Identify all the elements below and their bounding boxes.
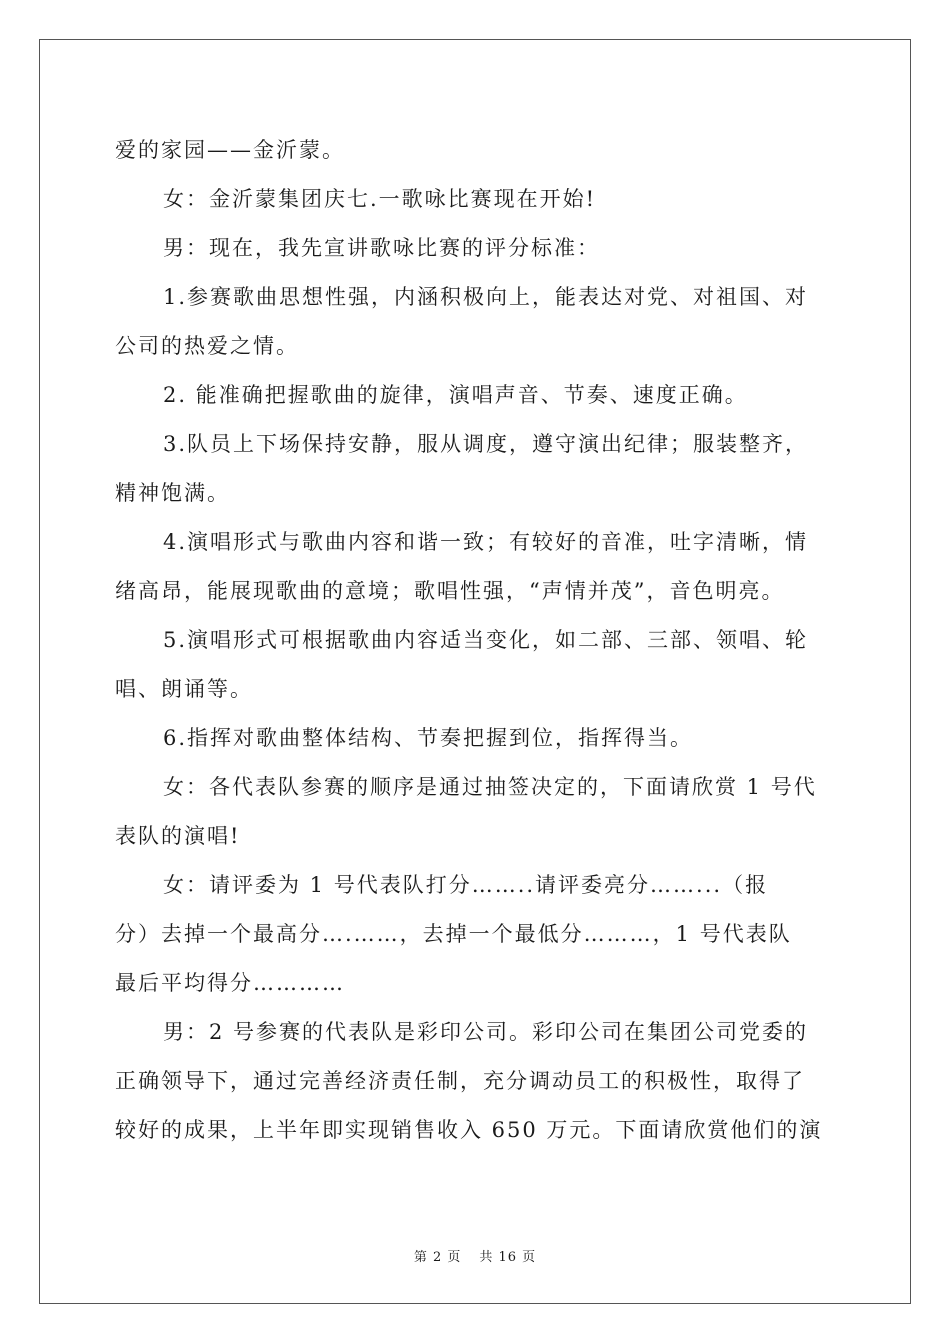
page-total: 共 16 页: [479, 1250, 537, 1265]
text-line: 5.演唱形式可根据歌曲内容适当变化，如二部、三部、领唱、轮: [163, 628, 809, 652]
text-line: 绪高昂，能展现歌曲的意境；歌唱性强，“声情并茂”，音色明亮。: [115, 579, 785, 603]
text-line: 女：金沂蒙集团庆七.一歌咏比赛现在开始!: [163, 187, 597, 211]
text-line: 表队的演唱!: [115, 824, 241, 848]
text-line: 2. 能准确把握歌曲的旋律，演唱声音、节奏、速度正确。: [163, 383, 748, 407]
text-line: 男：2 号参赛的代表队是彩印公司。彩印公司在集团公司党委的: [163, 1020, 809, 1044]
text-line: 3.队员上下场保持安静，服从调度，遵守演出纪律；服装整齐，: [163, 432, 809, 456]
text-line: 较好的成果，上半年即实现销售收入 650 万元。下面请欣赏他们的演: [115, 1118, 823, 1142]
page-footer: [0, 1246, 950, 1265]
text-line: 爱的家园——金沂蒙。: [115, 138, 345, 162]
text-line: 公司的热爱之情。: [115, 334, 299, 358]
text-line: 正确领导下，通过完善经济责任制，充分调动员工的积极性，取得了: [115, 1069, 805, 1093]
text-line: 男：现在，我先宣讲歌咏比赛的评分标准：: [163, 236, 600, 260]
text-line: 6.指挥对歌曲整体结构、节奏把握到位，指挥得当。: [163, 726, 694, 750]
text-line: 最后平均得分…………: [115, 971, 345, 995]
text-line: 女：各代表队参赛的顺序是通过抽签决定的，下面请欣赏 1 号代: [163, 775, 817, 799]
text-line: 1.参赛歌曲思想性强，内涵积极向上，能表达对党、对祖国、对: [163, 285, 809, 309]
document-body: [115, 126, 835, 1155]
text-line: 分）去掉一个最高分….……，去掉一个最低分………，1 号代表队: [115, 922, 792, 946]
text-line: 唱、朗诵等。: [115, 677, 253, 701]
text-line: 女：请评委为 1 号代表队打分……..请评委亮分……...（报: [163, 873, 769, 897]
text-line: 4.演唱形式与歌曲内容和谐一致；有较好的音准，吐字清晰，情: [163, 530, 809, 554]
text-line: 精神饱满。: [115, 481, 230, 505]
page-number: 第 2 页: [413, 1250, 462, 1265]
